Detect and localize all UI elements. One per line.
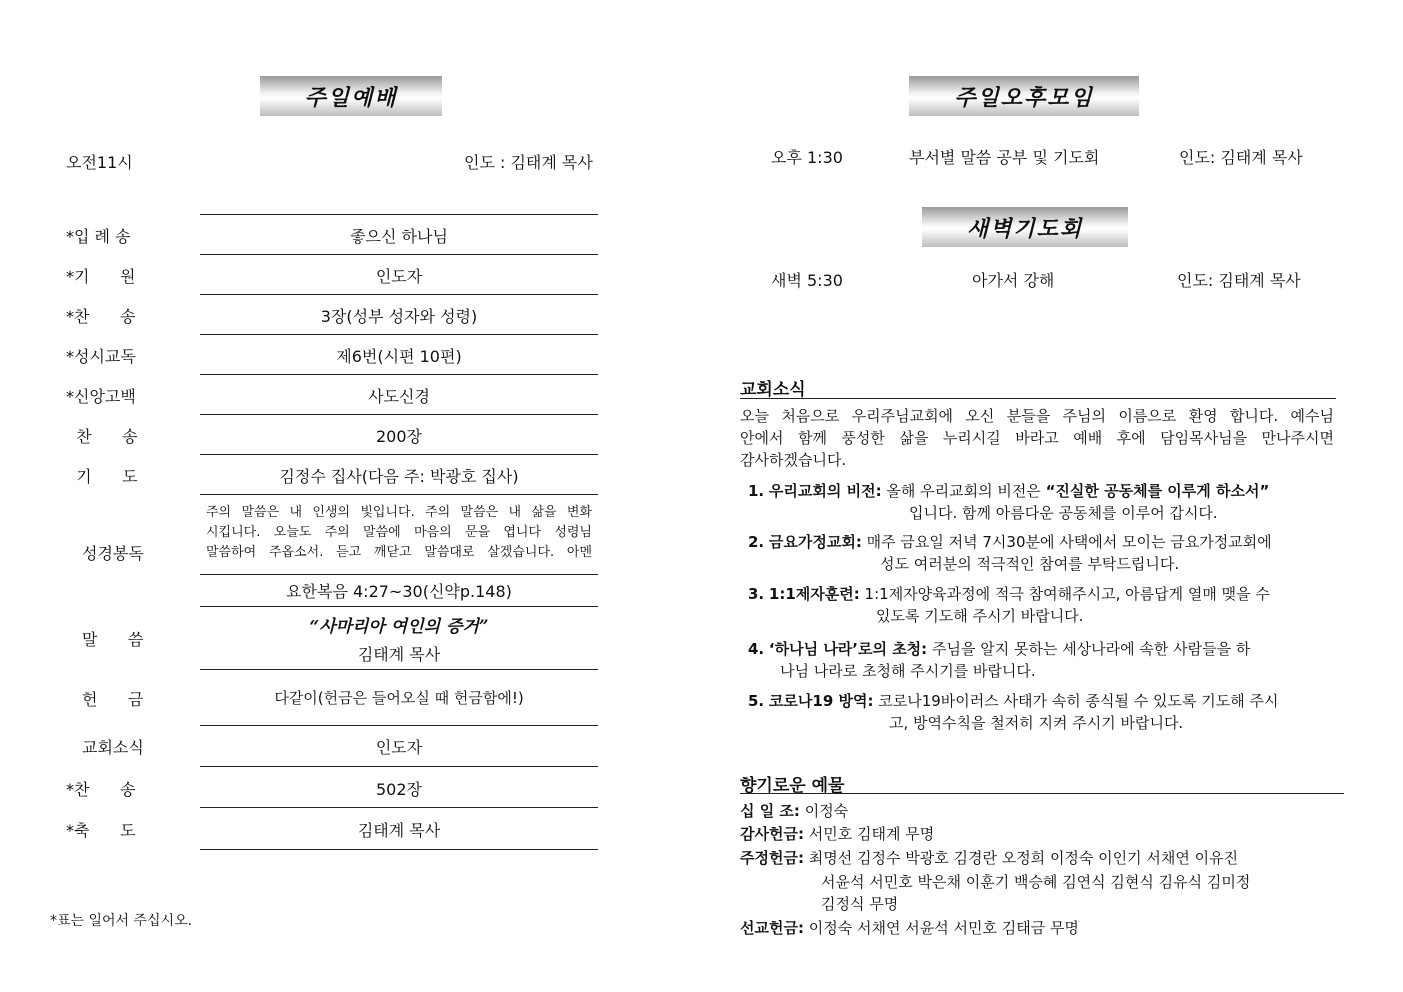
offering-mission [740,917,1079,940]
service-time: 오전11시 [66,153,133,172]
item-line: 5. 코로나19 방역: 코로나19바이러스 사태가 속히 종식될 수 있도록 기도해 주시 [748,692,1279,710]
order-value: 다같이(헌금은 들어오실 때 헌금함에!) [274,689,524,707]
reading-passage: 요한복음 4:27~30(신약p.148) [286,582,512,601]
order-label: *찬 송 [66,307,136,326]
dawn-desc: 아가서 강해 [972,271,1055,290]
offering-key: 감사헌금: [740,825,804,843]
order-label: 기 도 [66,467,138,486]
order-value: 제6번(시편 10편) [336,347,462,366]
table-rule [200,214,598,215]
offering-rule [740,793,1344,794]
offering-key: 십 일 조: [740,802,800,820]
table-rule [200,334,598,335]
reading-line: 시킵니다. 오늘도 주의 말씀에 마음의 문을 엽니다 성령님 [206,525,592,540]
item-line: 입니다. 함께 아름다운 공동체를 이루어 갑시다. [909,504,1218,522]
item-line: 성도 여러분의 적극적인 참여를 부탁드립니다. [880,555,1180,573]
order-value: 인도자 [375,267,423,286]
order-value: 인도자 [375,738,423,757]
offering-heading: 향기로운 예물 [740,776,845,796]
standing-footnote: *표는 일어서 주십시오. [50,913,193,929]
offering-thanks [740,823,934,846]
reading-label: 성경봉독 [82,544,144,563]
order-label: *신앙고백 [66,387,136,406]
order-label: *기 원 [66,267,136,286]
order-value: 사도신경 [368,387,430,406]
item-line: 나님 나라로 초청해 주시기를 바랍니다. [780,662,1036,680]
news-item-discipleship [748,583,1336,627]
order-label: 찬 송 [66,427,138,446]
order-value: 좋으신 하나님 [350,227,448,246]
table-rule [200,807,598,808]
dawn-leader: 인도: 김태계 목사 [1177,271,1301,290]
table-rule [200,454,598,455]
order-value: 502장 [376,780,422,799]
offering-key: 주정헌금: [740,849,804,867]
table-rule [200,606,598,607]
intro-line: 안에서 함께 풍성한 삶을 누리시길 바라고 예배 후에 담임목사님을 만나주시면 [740,429,1334,447]
order-label: 교회소식 [82,738,144,757]
table-rule [200,766,598,767]
sermon-title: “사마리아 여인의 증거” [309,617,489,637]
order-value: 3장(성부 성자와 성령) [320,307,478,326]
table-rule [200,294,598,295]
afternoon-leader: 인도: 김태계 목사 [1179,148,1303,167]
item-line: 4. ‘하나님 나라’로의 초청: 주님을 알지 못하는 세상나라에 속한 사람들을 하 [748,640,1251,658]
intro-line: 감사하겠습니다. [740,451,847,469]
church-news-intro [740,405,1334,471]
afternoon-meeting-banner: 주일오후모임 [909,76,1139,116]
table-rule [200,254,598,255]
offering-weekly-cont: 김정식 무명 [821,895,899,913]
news-item-friday [748,531,1336,575]
table-rule [200,669,598,670]
dawn-time: 새벽 5:30 [771,271,843,290]
table-rule [200,414,598,415]
news-item-covid [748,690,1336,734]
afternoon-desc: 부서별 말씀 공부 및 기도회 [909,148,1100,167]
news-item-invitation [748,638,1336,682]
service-leader: 인도 : 김태계 목사 [464,153,593,172]
offering-names: 이정숙 서채연 서윤석 서민호 김태금 무명 [808,919,1079,937]
order-label: *축 도 [66,821,136,840]
intro-line: 오늘 처음으로 우리주님교회에 오신 분들을 주님의 이름으로 환영 합니다. 예수님 [740,407,1334,425]
offering-tithe [740,800,848,823]
item-line: 고, 방역수칙을 철저히 지켜 주시기 바랍니다. [889,714,1184,732]
reading-line: 주의 말씀은 내 인생의 빛입니다. 주의 말씀은 내 삶을 변화 [206,505,592,520]
reading-prayer [206,503,592,563]
offering-names: 이정숙 [804,802,849,820]
order-value: 김태계 목사 [357,821,441,840]
item-line: 3. 1:1제자훈련: 1:1제자양육과정에 적극 참여해주시고, 아름답게 열매 맺을 수 [748,585,1270,603]
order-label: *성시교독 [66,347,136,366]
church-news-rule [740,398,1336,399]
offering-names: 서민호 김태계 무명 [808,825,935,843]
dawn-prayer-banner: 새벽기도회 [922,207,1128,247]
order-label: *입 례 송 [66,227,131,246]
item-line: 2. 금요가정교회: 매주 금요일 저녁 7시30분에 사택에서 모이는 금요가정교회에 [748,533,1272,551]
sermon-preacher: 김태계 목사 [357,645,441,664]
sermon-label: 말 씀 [82,630,144,649]
news-item-vision [748,480,1336,524]
table-rule [200,574,598,575]
table-rule [200,849,598,850]
church-news-heading: 교회소식 [740,380,806,400]
table-rule [200,725,598,726]
table-rule [200,494,598,495]
table-rule [200,374,598,375]
reading-line: 말씀하여 주옵소서. 듣고 깨닫고 말씀대로 살겠습니다. 아멘 [206,545,592,560]
offering-weekly-cont: 서윤석 서민호 박은채 이훈기 백승혜 김연식 김현식 김유식 김미정 [821,873,1251,891]
sunday-worship-banner: 주일예배 [260,76,442,116]
item-line: 1. 우리교회의 비전: 올해 우리교회의 비전은 “진실한 공동체를 이루게 하소서” [748,482,1270,500]
order-value: 김정수 집사(다음 주: 박광호 집사) [279,467,519,486]
order-value: 200장 [376,427,422,446]
order-label: *찬 송 [66,780,136,799]
afternoon-time: 오후 1:30 [771,148,843,167]
offering-key: 선교헌금: [740,919,804,937]
offering-weekly [740,847,1238,870]
item-line: 있도록 기도해 주시기 바랍니다. [876,607,1084,625]
order-label: 헌 금 [82,690,144,709]
offering-names: 최명선 김정수 박광호 김경란 오정희 이정숙 이인기 서채연 이유진 [808,849,1239,867]
